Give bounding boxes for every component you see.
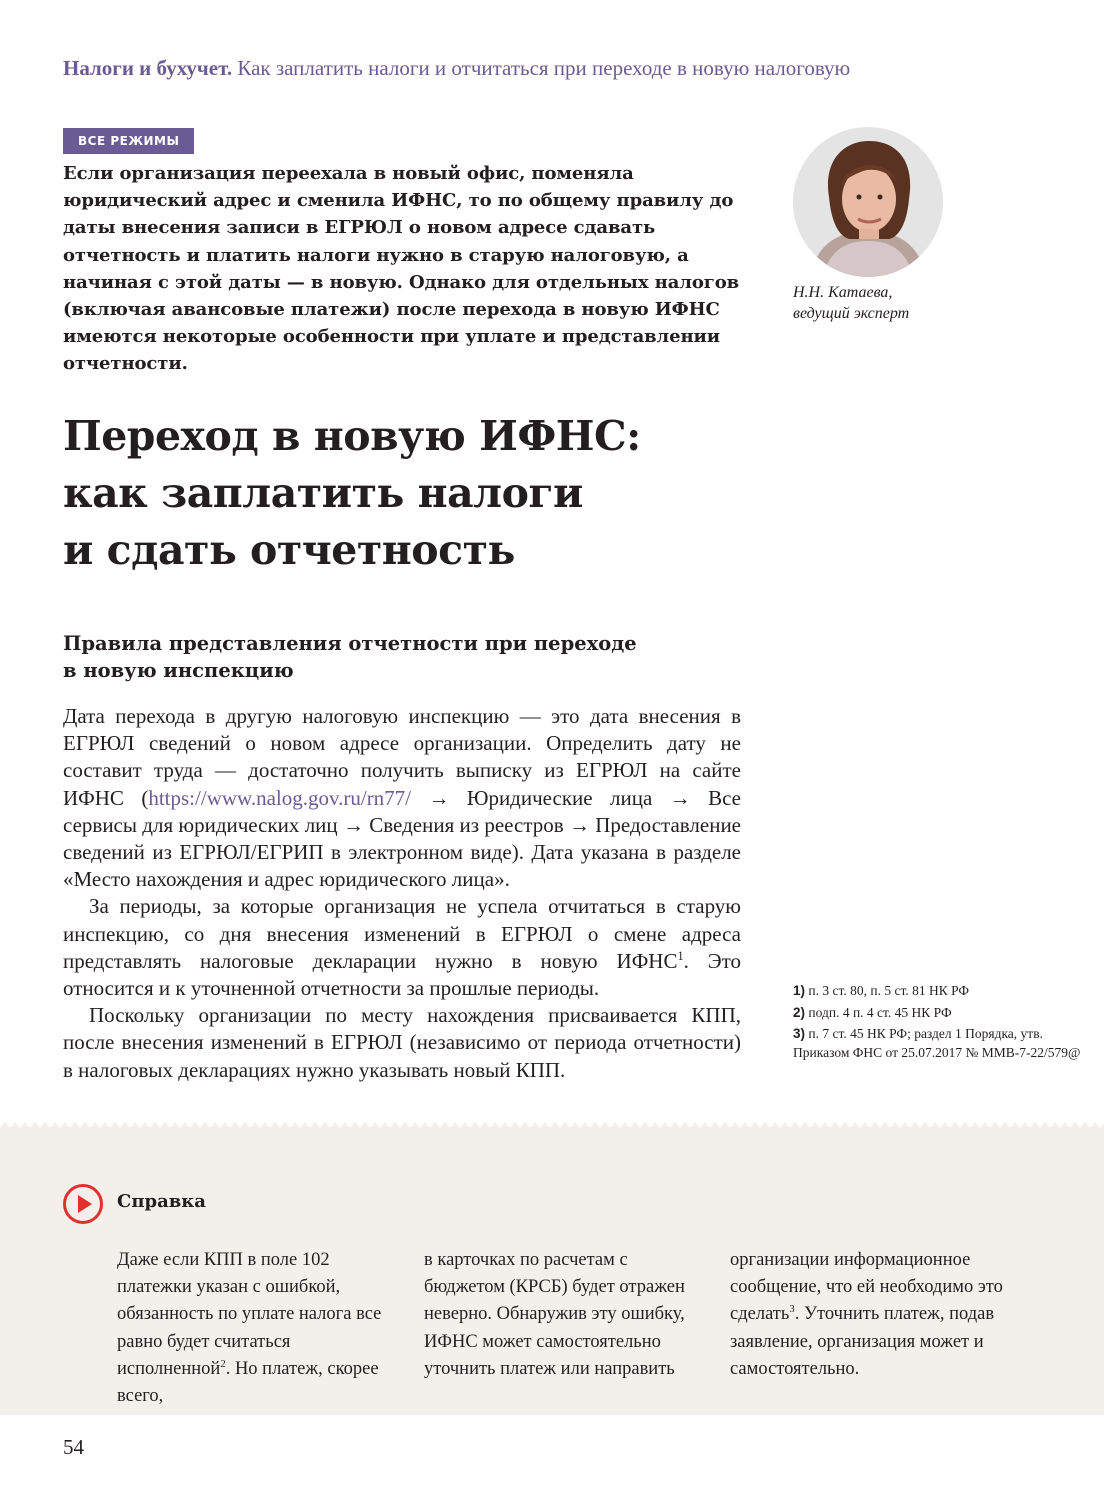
body-paragraph-2 — [63, 893, 741, 1002]
info-col3-text-b: . Уточнить платеж, подав заявление, организация может и самостоятельно. — [730, 1304, 995, 1379]
footnote-number: 1) — [793, 983, 806, 998]
footnotes — [793, 982, 1083, 1065]
info-column-1 — [117, 1247, 402, 1410]
footnote-ref-3: 3 — [789, 1303, 795, 1316]
body-paragraph-1 — [63, 703, 741, 893]
zigzag-edge — [0, 1121, 1104, 1128]
info-column-3 — [730, 1247, 1015, 1383]
info-col1-text-b: . Но платеж, скорее всего, — [117, 1358, 379, 1407]
info-col3-text-a: организации информационное сообщение, что ей необходимо это сделать — [730, 1250, 1003, 1325]
body-p1-text-a: Дата перехода в другую налоговую инспекцию — это дата внесения в ЕГРЮЛ сведений о новом адресе организации. Определить дату не составит труда — достаточно получить выписку из ЕГРЮЛ на сайте ИФНС ( — [63, 704, 741, 810]
body-p1-text-b: → Юридические лица → Все сервисы для юридических лиц → Сведения из реестров → Предоставление сведений из ЕГРЮЛ/ЕГРИП в электронном виде). Дата указана в разделе «Место нахождения и адрес юридического лица». — [63, 785, 742, 892]
section-heading-line-2: в новую инспекцию — [63, 659, 294, 682]
author-caption — [793, 282, 1013, 324]
body-text — [63, 703, 741, 1084]
info-column-2: в карточках по расчетам с бюджетом (КРСБ) будет отражен неверно. Обнаружив эту ошибку, ИФНС может самостоятельно уточнить платеж или направить — [424, 1250, 685, 1379]
article-title-line-3: и сдать отчетность — [63, 526, 515, 574]
footnote-3 — [793, 1025, 1083, 1062]
footnote-2 — [793, 1004, 1083, 1023]
article-title-line-2: как заплатить налоги — [63, 469, 583, 517]
footnote-text: п. 3 ст. 80, п. 5 ст. 81 НК РФ — [808, 983, 970, 998]
footnote-number: 3) — [793, 1026, 806, 1041]
footnote-ref-1: 1 — [677, 948, 684, 963]
lead-paragraph: Если организация переехала в новый офис, поменяла юридический адрес и сменила ИФНС, то по общему правилу до даты внесения записи в ЕГРЮЛ о новом адресе сдавать отчетность и платить налоги нужно в старую налоговую, а начиная с этой даты — в новую. Однако для отдельных налогов (включая авансовые платежи) после перехода в новую ИФНС имеются некоторые особенности при уплате и представлении отчетности. — [63, 163, 740, 375]
info-heading: Справка — [117, 1191, 206, 1212]
footnote-number: 2) — [793, 1004, 806, 1020]
article-title — [63, 408, 823, 579]
footnote-ref-2: 2 — [220, 1357, 226, 1370]
header-article-title: Как заплатить налоги и отчитаться при переходе в новую налоговую — [237, 56, 851, 80]
body-p2-text-b: . Это относится и к уточненной отчетности за прошлые периоды. — [63, 948, 741, 1001]
nalog-link[interactable]: https://www.nalog.gov.ru/rn77/ — [148, 785, 412, 810]
info-box — [0, 1127, 1104, 1415]
author-position: ведущий эксперт — [793, 305, 910, 322]
footnote-1 — [793, 982, 1083, 1001]
section-heading — [63, 630, 763, 684]
regime-tag: ВСЕ РЕЖИМЫ — [63, 128, 194, 154]
play-icon — [62, 1183, 104, 1225]
section-heading-line-1: Правила представления отчетности при переходе — [63, 632, 637, 655]
running-header — [63, 55, 1063, 81]
page-number: 54 — [63, 1435, 84, 1459]
header-section: Налоги и бухучет. — [63, 56, 233, 80]
footnote-text: подп. 4 п. 4 ст. 45 НК РФ — [808, 1004, 952, 1020]
article-title-line-1: Переход в новую ИФНС: — [63, 412, 641, 460]
body-paragraph-3: Поскольку организации по месту нахождения присваивается КПП, после внесения изменений в ЕГРЮЛ (независимо от периода отчетности) в налоговых декларациях нужно указывать новый КПП. — [63, 1003, 741, 1082]
body-p2-text-a: За периоды, за которые организация не успела отчитаться в старую инспекцию, со дня внесения изменений в ЕГРЮЛ о смене адреса представлять налоговые декларации нужно в новую ИФНС — [63, 894, 741, 973]
footnote-text: п. 7 ст. 45 НК РФ; раздел 1 Порядка, утв. Приказом ФНС от 25.07.2017 № ММВ-7-22/579@ — [793, 1026, 1081, 1060]
author-photo — [793, 127, 943, 277]
author-name: Н.Н. Катаева, — [793, 284, 893, 301]
info-col1-text-a: Даже если КПП в поле 102 платежки указан с ошибкой, обязанность по уплате налога все равно будет считаться исполненной — [117, 1250, 382, 1379]
